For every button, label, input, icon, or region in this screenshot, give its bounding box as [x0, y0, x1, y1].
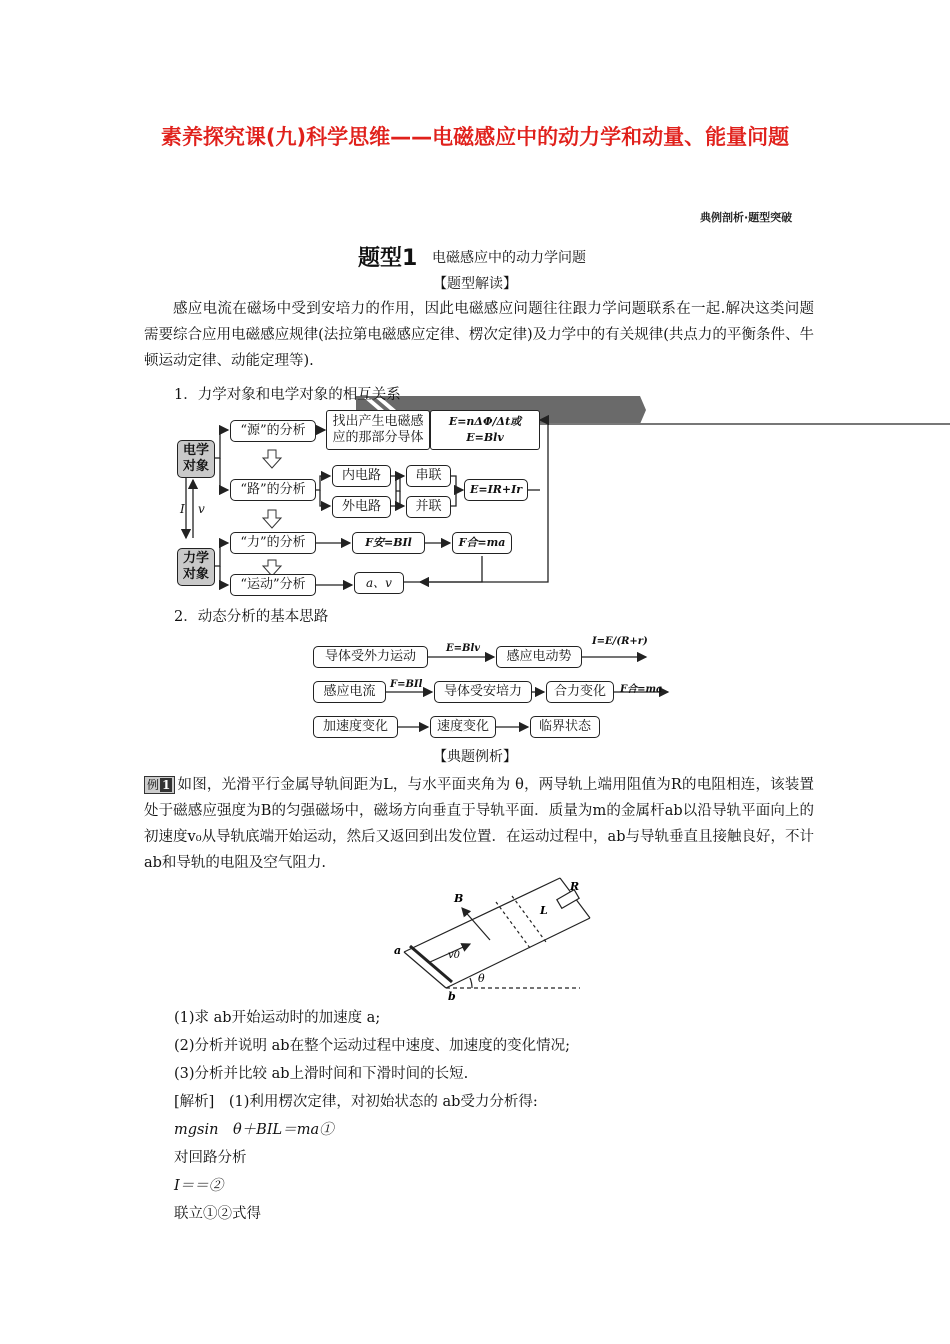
- banner-right-text: 典例剖析·题型突破: [700, 211, 793, 224]
- flow-induced-current-box: 感应电流: [313, 681, 386, 703]
- flow-emf-box: 感应电动势: [496, 646, 582, 668]
- current-label: I: [180, 502, 185, 516]
- flow-ampere-force-box: 导体受安培力: [434, 681, 532, 703]
- flow-ampere-arrow-label: F=BIl: [390, 679, 423, 690]
- section-heading: 题型1: [358, 246, 418, 271]
- item1-heading: 1．力学对象和电学对象的相互关系: [174, 387, 401, 403]
- page-title: 素养探究课(九)科学思维——电磁感应中的动力学和动量、能量问题: [160, 125, 790, 149]
- path-formula-box: E=IR+Ir: [464, 479, 528, 501]
- force-analysis-box: “力”的分析: [230, 532, 316, 554]
- fig-label-r: R: [570, 880, 580, 893]
- outer-circuit-box: 外电路: [332, 496, 391, 518]
- ampere-force-box: F安=BIl: [352, 532, 425, 554]
- electric-object-box: 电学对象: [177, 440, 215, 478]
- flow-velocity-box: 速度变化: [430, 716, 496, 738]
- inner-circuit-box: 内电路: [332, 465, 391, 487]
- equation-2: I＝＝②: [174, 1178, 224, 1194]
- flow-acceleration-box: 加速度变化: [313, 716, 398, 738]
- example-label: 【典题例析】: [433, 749, 517, 765]
- fig-label-b-field: B: [454, 892, 464, 905]
- question-3: (3)分析并比较 ab上滑时间和下滑时间的长短.: [174, 1066, 469, 1082]
- flow-critical-box: 临界状态: [530, 716, 600, 738]
- source-detail-box: 找出产生电磁感应的那部分导体: [326, 410, 430, 450]
- item2-heading: 2．动态分析的基本思路: [174, 609, 329, 625]
- banner-left-text: 题型探究·以例说法: [230, 205, 382, 225]
- path-analysis-box: “路”的分析: [230, 479, 316, 501]
- source-formula-box: E=nΔΦ/Δt或E=Blv: [430, 410, 540, 450]
- flow-emf-arrow-label: E=Blv: [446, 643, 481, 654]
- example-paragraph: 例 1 如图，光滑平行金属导轨间距为L，与水平面夹角为 θ，两导轨上端用阻值为R的电阻相连，该装置处于磁感应强度为B的匀强磁场中，磁场方向垂直于导轨平面．质量为m的金属杆ab以沿导轨平面向上的初速度v₀从导轨底端开始运动，然后又返回到出发位置．在运动过程中，ab与导轨垂直且接触良好，不计ab和导轨的电阻及空气阻力.: [144, 777, 814, 871]
- fig-label-v0: v0: [448, 950, 461, 961]
- fig-label-a: a: [394, 944, 402, 957]
- velocity-label: v: [198, 502, 205, 516]
- solution-line-1: [解析] (1)利用楞次定律，对初始状态的 ab受力分析得:: [174, 1094, 538, 1110]
- av-box: a、v: [354, 572, 404, 594]
- parallel-box: 并联: [406, 496, 451, 518]
- fig-label-theta: θ: [478, 972, 485, 985]
- question-2: (2)分析并说明 ab在整个运动过程中速度、加速度的变化情况;: [174, 1038, 570, 1054]
- equation-1: mgsin θ＋BIL＝ma①: [174, 1122, 334, 1138]
- flow-newton-arrow-label: F合=ma: [620, 684, 663, 695]
- question-1: (1)求 ab开始运动时的加速度 a;: [174, 1010, 381, 1026]
- intro-paragraph: 感应电流在磁场中受到安培力的作用，因此电磁感应问题往往跟力学问题联系在一起.解决这类问题需要综合应用电磁感应规律(法拉第电磁感应定律、楞次定律)及力学中的有关规律(共点力的平衡条件、牛顿运动定律、动能定理等).: [144, 301, 814, 369]
- flow-current-arrow-label: I=E/(R+r): [592, 636, 648, 647]
- fig-label-b: b: [448, 990, 456, 1003]
- reading-label: 【题型解读】: [433, 276, 517, 292]
- fig-label-l: L: [540, 904, 548, 917]
- example-tag: 例 1: [144, 776, 175, 794]
- series-box: 串联: [406, 465, 451, 487]
- flow-net-force-box: 合力变化: [546, 681, 614, 703]
- motion-analysis-box: “运动”分析: [230, 574, 316, 596]
- source-analysis-box: “源”的分析: [230, 420, 316, 442]
- mech-object-box: 力学对象: [177, 548, 215, 586]
- solution-line-2: 对回路分析: [174, 1150, 247, 1166]
- net-force-box: F合=ma: [452, 532, 512, 554]
- solution-line-3: 联立①②式得: [174, 1206, 261, 1222]
- flow-external-force-box: 导体受外力运动: [313, 646, 428, 668]
- section-subheading: 电磁感应中的动力学问题: [432, 250, 586, 266]
